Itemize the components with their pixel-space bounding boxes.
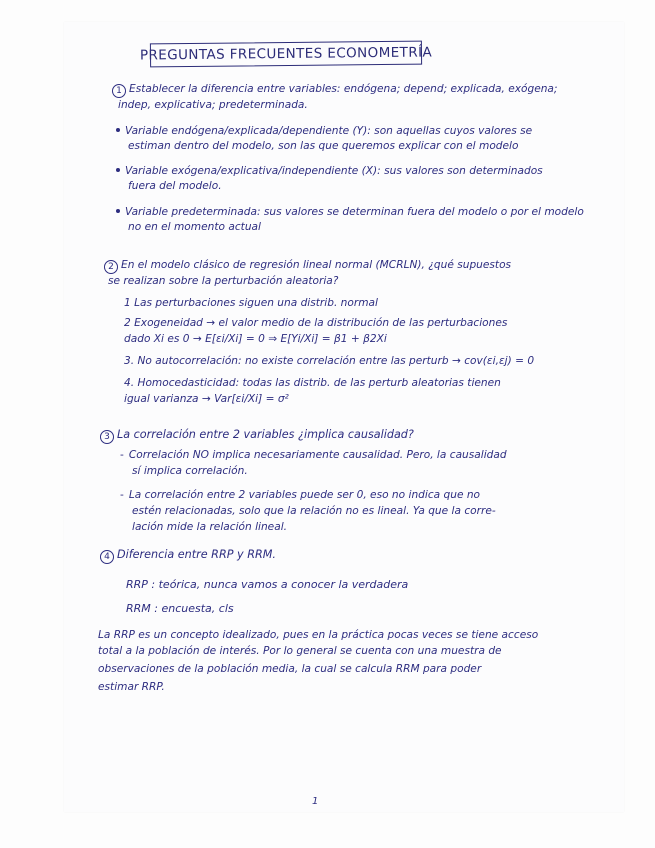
q4-paragraph-line-1: La RRP es un concepto idealizado, pues en la práctica pocas veces se tiene acceso (98, 629, 539, 641)
bullet-icon (116, 209, 120, 213)
q3-number: 3 (100, 430, 114, 444)
q1-bullet-3: Variable predeterminada: sus valores se determinan fuera del modelo o por el modelo (116, 205, 584, 219)
q3-point-2-cont-1: estén relacionadas, solo que la relación no es lineal. Ya que la corre- (132, 505, 496, 517)
q3-point-2-cont-2: lación mide la relación lineal. (132, 521, 288, 533)
q2-item-2-cont: dado Xi es 0 → E[εi/Xi] = 0 ⇒ E[Yi/Xi] = β1 + β2Xi (124, 333, 387, 345)
q4-rrm: RRM : encuesta, cls (126, 602, 234, 615)
q1-line-1: 1 Establecer la diferencia entre variables: endógena; depend; explicada, exógena; (112, 82, 558, 98)
q2-item-4: 4. Homocedasticidad: todas las distrib. de las perturb aleatorias tienen (124, 377, 501, 389)
q2-item-2: 2 Exogeneidad → el valor medio de la distribución de las perturbaciones (124, 317, 508, 329)
q1-line-2: indep, explicativa; predeterminada. (118, 99, 308, 111)
q3-question: 3 La correlación entre 2 variables ¿implica causalidad? (100, 428, 414, 444)
q3-point-1: - Correlación NO implica necesariamente causalidad. Pero, la causalidad (120, 449, 507, 461)
q1-bullet-1-cont: estiman dentro del modelo, son las que queremos explicar con el modelo (128, 140, 519, 152)
q4-rrp: RRP : teórica, nunca vamos a conocer la verdadera (126, 578, 409, 591)
q4-number: 4 (100, 550, 114, 564)
bullet-icon (116, 168, 120, 172)
q4-paragraph-line-3: observaciones de la población media, la cual se calcula RRM para poder (98, 663, 482, 675)
q3-point-2: - La correlación entre 2 variables puede ser 0, eso no indica que no (120, 489, 481, 501)
q3-point-1-cont: sí implica correlación. (132, 465, 248, 477)
q2-line-2: se realizan sobre la perturbación aleatoria? (108, 275, 339, 287)
page-number: 1 (312, 796, 319, 807)
q2-item-4-cont: igual varianza → Var[εi/Xi] = σ² (124, 393, 289, 405)
q2-item-1: 1 Las perturbaciones siguen una distrib. normal (124, 297, 378, 309)
q4-paragraph-line-4: estimar RRP. (98, 681, 165, 693)
q1-bullet-1: Variable endógena/explicada/dependiente (Y): son aquellas cuyos valores se (116, 124, 532, 138)
q2-number: 2 (104, 260, 118, 274)
q1-bullet-3-cont: no en el momento actual (128, 221, 261, 233)
q2-line-1: 2 En el modelo clásico de regresión lineal normal (MCRLN), ¿qué supuestos (104, 258, 511, 274)
bullet-icon (116, 128, 120, 132)
q1-number: 1 (112, 84, 126, 98)
q2-item-3: 3. No autocorrelación: no existe correlación entre las perturb → cov(εi,εj) = 0 (124, 355, 535, 367)
page-title: PREGUNTAS FRECUENTES ECONOMETRÍA (150, 41, 422, 68)
q4-paragraph-line-2: total a la población de interés. Por lo general se cuenta con una muestra de (98, 645, 502, 657)
q4-question: 4 Diferencia entre RRP y RRM. (100, 548, 276, 564)
q1-bullet-2-cont: fuera del modelo. (128, 180, 222, 192)
q1-bullet-2: Variable exógena/explicativa/independiente (X): sus valores son determinados (116, 164, 543, 178)
